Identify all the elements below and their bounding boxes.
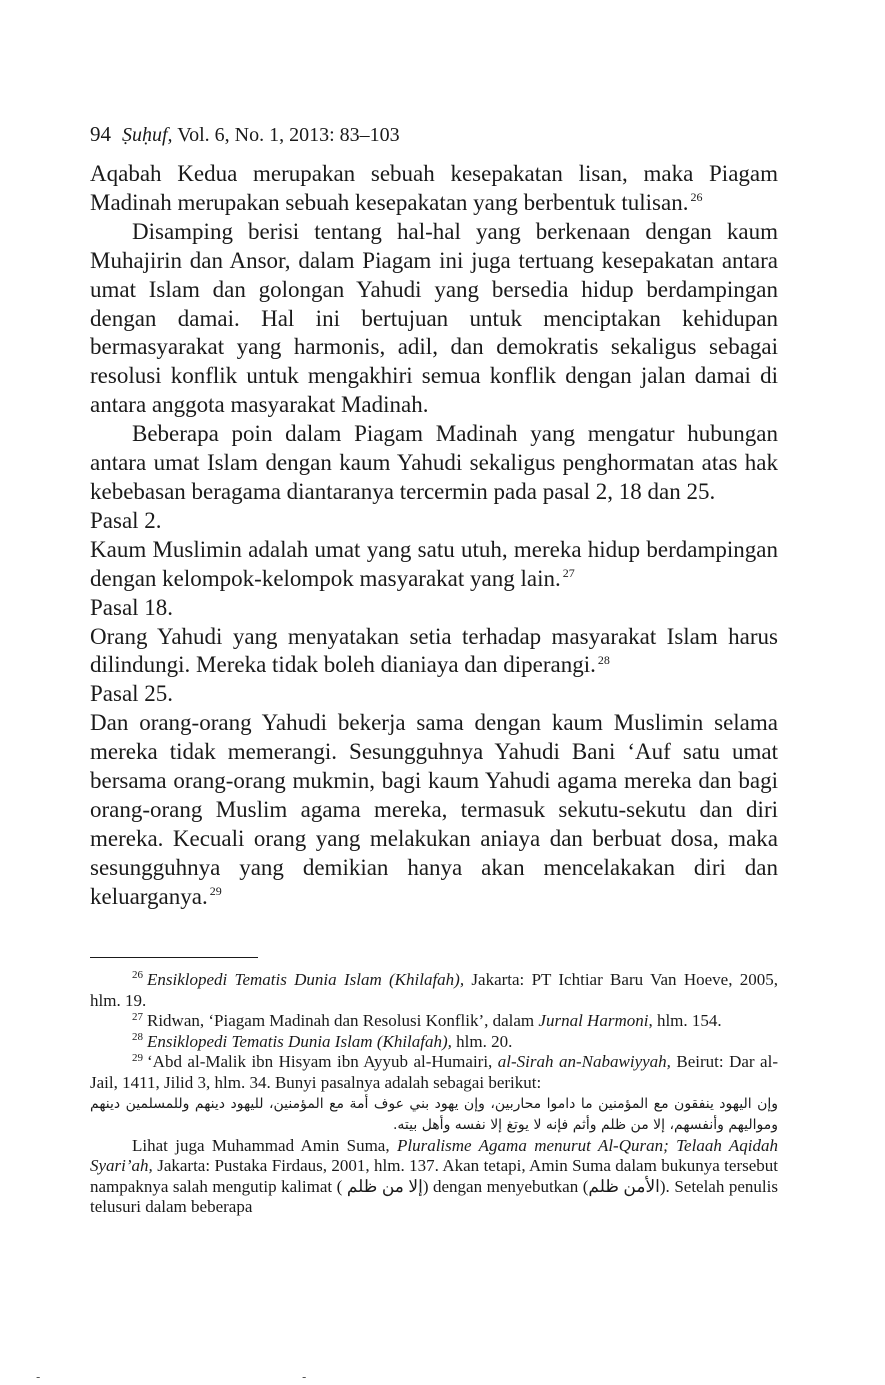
volume-info: Vol. 6, No. 1, 2013: 83–103 bbox=[177, 124, 400, 146]
footnote-divider bbox=[90, 957, 258, 958]
article-heading: Pasal 18. bbox=[90, 594, 174, 620]
scan-mark: - bbox=[36, 1370, 41, 1384]
body-text bbox=[90, 160, 778, 912]
article-text: Dan orang-orang Yahudi bekerja sama dengan kaum Muslimin selama mereka tidak memerangi. Sesungguhnya Yahudi Bani ‘Auf satu umat bersama orang-orang mukmin, bagi kaum Yahudi agama mereka dan bagi orang-orang Muslim agama mereka, termasuk sekutu-sekutu dan diri mereka. Kecuali orang yang melakukan aniaya dan berbuat dosa, maka sesungguhnya yang demikian hanya akan mencelakakan diri dan keluarganya. $^{29}$ bbox=[90, 710, 778, 909]
arabic-quote: وإن اليهود ينفقون مع المؤمنين ما داموا محاربين، وإن يهود بني عوف أمة مع المؤمنين، لليهود دينهم وللمسلمين دينهم ومواليهم وأنفسهم، إلا من ظلم وأثم فإنه لا يوتغ إلا نفسه وأهل بيته. bbox=[90, 1095, 778, 1133]
footnote-26: $^{26}$ Ensiklopedi Tematis Dunia Islam (Khilafah), Jakarta: PT Ichtiar Baru Van Hoeve, 2005, hlm. 19. bbox=[90, 969, 779, 1010]
footnote-ref: 28 bbox=[597, 652, 610, 667]
article-heading: Pasal 2. bbox=[90, 507, 162, 533]
footnote-27: $^{27}$ Ridwan, ‘Piagam Madinah dan Resolusi Konflik’, dalam Jurnal Harmoni, hlm. 154. bbox=[132, 1010, 722, 1031]
paragraph: Beberapa poin dalam Piagam Madinah yang mengatur hubungan antara umat Islam dengan kaum Yahudi sekaligus penghormatan atas hak kebebasan beragama diantaranya tercermin pada pasal 2, 18 dan 25. bbox=[90, 421, 778, 504]
footnote-29: $^{29}$ ‘Abd al-Malik ibn Hisyam ibn Ayyub al-Humairi, al-Sirah an-Nabawiyyah, Beirut: Dar al-Jail, 1411, Jilid 3, hlm. 34. Bunyi pasalnya adalah sebagai berikut: bbox=[90, 1051, 778, 1092]
running-header bbox=[90, 122, 400, 147]
footnote-ref: 26 bbox=[690, 190, 703, 205]
article-text: Kaum Muslimin adalah umat yang satu utuh, mereka hidup berdampingan dengan kelompok-kelompok masyarakat yang lain. $^{27}$ bbox=[90, 536, 778, 591]
paragraph: Disamping berisi tentang hal-hal yang berkenaan dengan kaum Muhajirin dan Ansor, dalam Piagam ini juga tertuang kesepakatan antara umat Islam dan golongan Yahudi yang bersedia hidup berdampingan dengan damai. Hal ini bertujuan untuk menciptakan kehidupan bermasyarakat yang harmonis, adil, dan demokratis sekaligus sebagai resolusi konflik untuk mengakhiri semua konflik dengan jalan damai di antara anggota masyarakat Madinah. bbox=[90, 218, 778, 418]
footnote-ref: 29 bbox=[209, 884, 222, 898]
footnote-29-continued: Lihat juga Muhammad Amin Suma, Pluralisme Agama menurut Al-Quran; Telaah Aqidah Syari’ah, Jakarta: Pustaka Firdaus, 2001, hlm. 137. Akan tetapi, Amin Suma dalam bukunya tersebut nampaknya salah mengutip kalimat ( إلا من ظلم) dengan menyebutkan (الأمن ظلم). Setelah penulis telusuri dalam beberapa bbox=[90, 1135, 778, 1217]
scan-mark: - bbox=[302, 1370, 307, 1384]
article-text: Orang Yahudi yang menyatakan setia terhadap masyarakat Islam harus dilindungi. Mereka tidak boleh dianiaya dan diperangi. $^{28}$ bbox=[90, 623, 778, 678]
article-heading: Pasal 25. bbox=[90, 681, 174, 707]
paragraph: Aqabah Kedua merupakan sebuah kesepakatan lisan, maka Piagam Madinah merupakan sebuah kesepakatan yang berbentuk tulisan. $^{26}$ bbox=[90, 161, 778, 215]
footnotes bbox=[90, 970, 778, 1218]
footnote-ref: 27 bbox=[562, 566, 575, 581]
journal-name: Ṣuḥuf, bbox=[122, 124, 173, 146]
page-number: 94 bbox=[90, 122, 111, 146]
footnote-28: $^{28}$ Ensiklopedi Tematis Dunia Islam (Khilafah), hlm. 20. bbox=[132, 1031, 513, 1051]
